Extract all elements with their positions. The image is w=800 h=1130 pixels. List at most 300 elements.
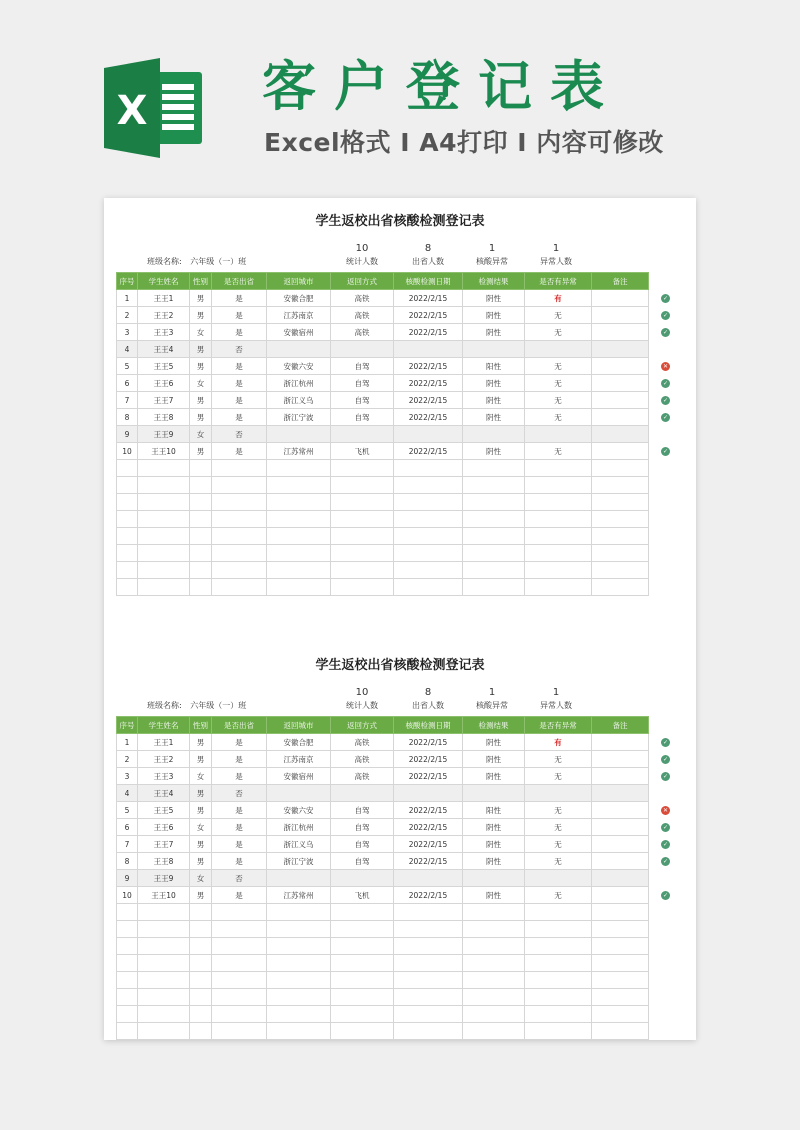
- table-cell: [212, 545, 267, 562]
- table-cell: [525, 460, 592, 477]
- table-cell: 2022/2/15: [394, 392, 463, 409]
- table-cell: 飞机: [331, 443, 394, 460]
- table-cell: 是: [212, 734, 267, 751]
- column-header: 性别: [190, 717, 212, 734]
- table-cell: 是: [212, 768, 267, 785]
- table-cell: [117, 938, 138, 955]
- table-cell: 王王7: [138, 392, 190, 409]
- column-header: 是否有异常: [525, 717, 592, 734]
- table-cell: [138, 1006, 190, 1023]
- table-cell: 安徽六安: [267, 802, 331, 819]
- table-cell: [267, 1023, 331, 1040]
- table-cell: [190, 1023, 212, 1040]
- table-cell: 男: [190, 836, 212, 853]
- table-cell: 是: [212, 358, 267, 375]
- stat-value: 8: [424, 687, 432, 698]
- table-row: [117, 734, 649, 751]
- check-icon: ✓: [662, 397, 669, 404]
- table-cell: [394, 904, 463, 921]
- table-cell: [331, 426, 394, 443]
- table-cell: [592, 870, 649, 887]
- table-cell: 高铁: [331, 734, 394, 751]
- table-cell: [267, 426, 331, 443]
- stat-abnormal-count: [524, 242, 588, 268]
- check-icon: ✓: [662, 773, 669, 780]
- table-cell: 王王7: [138, 836, 190, 853]
- table-cell: [394, 921, 463, 938]
- table-cell: [331, 1006, 394, 1023]
- paper-preview: [104, 198, 696, 1040]
- table-cell: 2022/2/15: [394, 819, 463, 836]
- table-cell: [190, 938, 212, 955]
- table-cell: 江苏常州: [267, 887, 331, 904]
- table-cell: [267, 955, 331, 972]
- table-cell: 王王9: [138, 870, 190, 887]
- table-cell: [592, 955, 649, 972]
- table-cell: [525, 785, 592, 802]
- empty-row: [117, 938, 649, 955]
- table-cell: [592, 972, 649, 989]
- table-cell: 女: [190, 324, 212, 341]
- table-cell: [463, 989, 525, 1006]
- table-cell: [394, 545, 463, 562]
- table-cell: [525, 528, 592, 545]
- table-cell: 浙江义乌: [267, 392, 331, 409]
- table-cell: 7: [117, 392, 138, 409]
- table-cell: [394, 1006, 463, 1023]
- table-cell: 2022/2/15: [394, 358, 463, 375]
- table-cell: 自驾: [331, 802, 394, 819]
- table-cell: [190, 972, 212, 989]
- table-row: [117, 802, 649, 819]
- table-cell: [525, 921, 592, 938]
- table-cell: 王王5: [138, 358, 190, 375]
- table-cell: [592, 802, 649, 819]
- table-cell: 是: [212, 324, 267, 341]
- table-cell: [592, 819, 649, 836]
- table-cell: [331, 511, 394, 528]
- table-cell: [267, 562, 331, 579]
- table-cell: [190, 1006, 212, 1023]
- table-cell: [117, 921, 138, 938]
- table-cell: 女: [190, 819, 212, 836]
- table-cell: [138, 477, 190, 494]
- table-cell: 安徽宿州: [267, 324, 331, 341]
- check-icon: ✓: [662, 858, 669, 865]
- column-header: 是否出省: [212, 717, 267, 734]
- table-cell: [394, 460, 463, 477]
- table-cell: [394, 1023, 463, 1040]
- table-cell: [463, 341, 525, 358]
- table-cell: 阳性: [463, 358, 525, 375]
- table-cell: [267, 460, 331, 477]
- table-cell: [138, 989, 190, 1006]
- table-cell: 2022/2/15: [394, 307, 463, 324]
- table-cell: 浙江杭州: [267, 375, 331, 392]
- table-cell: [190, 562, 212, 579]
- column-header: 备注: [592, 717, 649, 734]
- table-cell: 王王10: [138, 443, 190, 460]
- empty-row: [117, 921, 649, 938]
- stat-label: 统计人数: [346, 701, 378, 710]
- table-cell: 10: [117, 887, 138, 904]
- table-cell: 无: [525, 751, 592, 768]
- table-cell: 无: [525, 853, 592, 870]
- table-cell: [267, 477, 331, 494]
- table-cell: [525, 426, 592, 443]
- table-cell: [463, 494, 525, 511]
- table-cell: 王王1: [138, 734, 190, 751]
- table-cell: 飞机: [331, 887, 394, 904]
- table-cell: [463, 579, 525, 596]
- table-row: [117, 819, 649, 836]
- table-cell: 否: [212, 870, 267, 887]
- table-cell: 王王3: [138, 324, 190, 341]
- table-cell: [394, 938, 463, 955]
- table-cell: 女: [190, 870, 212, 887]
- table-cell: [394, 785, 463, 802]
- table-cell: 阴性: [463, 409, 525, 426]
- table-row: [117, 290, 649, 307]
- stat-out-province: [396, 242, 460, 268]
- table-cell: 阴性: [463, 290, 525, 307]
- table-cell: 是: [212, 802, 267, 819]
- table-cell: [592, 341, 649, 358]
- stat-value: 1: [552, 243, 560, 254]
- table-cell: [331, 545, 394, 562]
- table-cell: 3: [117, 768, 138, 785]
- table-row: [117, 836, 649, 853]
- table-cell: 是: [212, 290, 267, 307]
- empty-row: [117, 972, 649, 989]
- table-cell: [190, 904, 212, 921]
- stat-abnormal-count: [524, 686, 588, 712]
- table-cell: 阴性: [463, 392, 525, 409]
- table-cell: [331, 785, 394, 802]
- table-cell: [463, 477, 525, 494]
- table-cell: 阴性: [463, 751, 525, 768]
- table-cell: 阳性: [463, 802, 525, 819]
- table-cell: 无: [525, 392, 592, 409]
- table-cell: 10: [117, 443, 138, 460]
- table-cell: 阴性: [463, 836, 525, 853]
- table-cell: 男: [190, 341, 212, 358]
- table-cell: 浙江义乌: [267, 836, 331, 853]
- table-cell: [331, 904, 394, 921]
- table-cell: 自驾: [331, 409, 394, 426]
- table-cell: 无: [525, 768, 592, 785]
- table-cell: 2022/2/15: [394, 734, 463, 751]
- table-cell: 5: [117, 802, 138, 819]
- table-cell: 江苏南京: [267, 751, 331, 768]
- table-cell: [592, 392, 649, 409]
- table-cell: 男: [190, 734, 212, 751]
- table-cell: [267, 494, 331, 511]
- table-cell: 高铁: [331, 307, 394, 324]
- table-cell: [525, 579, 592, 596]
- class-label: 班级名称:: [147, 701, 182, 710]
- column-header: 学生姓名: [138, 717, 190, 734]
- table-cell: 阴性: [463, 307, 525, 324]
- table-cell: 江苏南京: [267, 307, 331, 324]
- table-cell: 6: [117, 375, 138, 392]
- table-cell: 2022/2/15: [394, 768, 463, 785]
- table-cell: 无: [525, 443, 592, 460]
- table-cell: 安徽合肥: [267, 290, 331, 307]
- table-cell: [138, 972, 190, 989]
- table-cell: [267, 989, 331, 1006]
- stat-label: 异常人数: [540, 701, 572, 710]
- table-cell: [525, 1006, 592, 1023]
- table-cell: [463, 955, 525, 972]
- table-cell: [138, 528, 190, 545]
- table-cell: 1: [117, 290, 138, 307]
- table-row: [117, 324, 649, 341]
- table-cell: 2022/2/15: [394, 409, 463, 426]
- table-cell: [267, 1006, 331, 1023]
- check-icon: ✓: [662, 312, 669, 319]
- table-cell: [592, 785, 649, 802]
- table-cell: [394, 989, 463, 1006]
- empty-row: [117, 511, 649, 528]
- table-cell: 阴性: [463, 768, 525, 785]
- table-cell: [525, 904, 592, 921]
- table-cell: 2022/2/15: [394, 324, 463, 341]
- empty-row: [117, 477, 649, 494]
- table-cell: [331, 579, 394, 596]
- table-cell: 自驾: [331, 819, 394, 836]
- table-cell: [331, 972, 394, 989]
- table-row: [117, 358, 649, 375]
- table-cell: [138, 511, 190, 528]
- column-header: 返回方式: [331, 717, 394, 734]
- table-cell: 1: [117, 734, 138, 751]
- table-cell: [463, 1023, 525, 1040]
- column-header: 核酸检测日期: [394, 273, 463, 290]
- table-cell: [525, 938, 592, 955]
- table-cell: [331, 870, 394, 887]
- table-cell: [331, 341, 394, 358]
- table-cell: 无: [525, 819, 592, 836]
- table-cell: [212, 511, 267, 528]
- table-header-row: [117, 273, 649, 290]
- table-cell: 是: [212, 887, 267, 904]
- table-cell: [138, 921, 190, 938]
- table-cell: [592, 904, 649, 921]
- table-cell: [331, 989, 394, 1006]
- table-cell: [331, 494, 394, 511]
- check-icon: ✓: [662, 414, 669, 421]
- check-icon: ✓: [662, 380, 669, 387]
- table-cell: [592, 562, 649, 579]
- table-cell: [190, 460, 212, 477]
- table-cell: 王王4: [138, 785, 190, 802]
- table-cell: 阴性: [463, 443, 525, 460]
- empty-row: [117, 528, 649, 545]
- column-header: 核酸检测日期: [394, 717, 463, 734]
- table-cell: [463, 938, 525, 955]
- table-cell: [117, 528, 138, 545]
- table-cell: [394, 528, 463, 545]
- table-cell: [592, 853, 649, 870]
- table-cell: 是: [212, 751, 267, 768]
- table-cell: 2022/2/15: [394, 887, 463, 904]
- table-cell: [525, 870, 592, 887]
- table-cell: 王王8: [138, 409, 190, 426]
- table-cell: [463, 921, 525, 938]
- empty-row: [117, 494, 649, 511]
- table-cell: [592, 768, 649, 785]
- table-cell: [267, 972, 331, 989]
- table-cell: 阴性: [463, 819, 525, 836]
- table-cell: 浙江宁波: [267, 409, 331, 426]
- table-cell: [463, 870, 525, 887]
- table-cell: 有: [525, 290, 592, 307]
- table-cell: 自驾: [331, 836, 394, 853]
- class-label: 班级名称:: [147, 257, 182, 266]
- table-cell: [525, 562, 592, 579]
- table-cell: [212, 579, 267, 596]
- table-cell: 是: [212, 819, 267, 836]
- check-icon: ✓: [662, 739, 669, 746]
- table-cell: [592, 426, 649, 443]
- check-icon: ✓: [662, 841, 669, 848]
- table-row: [117, 341, 649, 358]
- column-header: 学生姓名: [138, 273, 190, 290]
- table-cell: 男: [190, 409, 212, 426]
- table-cell: [117, 955, 138, 972]
- table-cell: [267, 921, 331, 938]
- table-cell: [138, 579, 190, 596]
- table-cell: 8: [117, 853, 138, 870]
- stat-label: 异常人数: [540, 257, 572, 266]
- table-cell: [525, 341, 592, 358]
- table-cell: [394, 955, 463, 972]
- table-cell: 是: [212, 307, 267, 324]
- table-cell: [117, 562, 138, 579]
- table-cell: [212, 972, 267, 989]
- excel-logo-icon: [104, 58, 204, 158]
- table-cell: [190, 528, 212, 545]
- table-cell: [592, 375, 649, 392]
- table-row: [117, 887, 649, 904]
- table-cell: [331, 1023, 394, 1040]
- table-cell: [592, 324, 649, 341]
- table-cell: 高铁: [331, 290, 394, 307]
- column-header: 检测结果: [463, 717, 525, 734]
- page-title: 客户登记表: [262, 55, 622, 118]
- page-subtitle: Excel格式 I A4打印 I 内容可修改: [264, 128, 664, 157]
- table-cell: [190, 545, 212, 562]
- table-cell: 王王3: [138, 768, 190, 785]
- table-cell: [592, 409, 649, 426]
- table-cell: [117, 460, 138, 477]
- table-cell: 2: [117, 307, 138, 324]
- check-icon: ✓: [662, 892, 669, 899]
- table-row: [117, 375, 649, 392]
- table-cell: 自驾: [331, 392, 394, 409]
- table-cell: [592, 836, 649, 853]
- column-header: 返回城市: [267, 273, 331, 290]
- table-cell: 是: [212, 392, 267, 409]
- sheet-2: [104, 642, 696, 1042]
- table-cell: [592, 477, 649, 494]
- table-row: [117, 785, 649, 802]
- table-cell: 男: [190, 358, 212, 375]
- table-cell: 安徽宿州: [267, 768, 331, 785]
- table-cell: [592, 751, 649, 768]
- column-header: 序号: [117, 717, 138, 734]
- table-cell: [394, 870, 463, 887]
- stat-value: 10: [355, 687, 369, 698]
- class-info: [147, 256, 252, 268]
- table-cell: [592, 1023, 649, 1040]
- stat-value: 1: [488, 687, 496, 698]
- table-cell: [190, 494, 212, 511]
- table-header-row: [117, 717, 649, 734]
- table-cell: [463, 972, 525, 989]
- empty-row: [117, 955, 649, 972]
- table-cell: [592, 921, 649, 938]
- empty-row: [117, 989, 649, 1006]
- table-cell: [394, 477, 463, 494]
- table-cell: [138, 494, 190, 511]
- table-cell: [463, 426, 525, 443]
- table-cell: [212, 1023, 267, 1040]
- table-cell: [592, 734, 649, 751]
- table-cell: [592, 460, 649, 477]
- table-cell: [592, 887, 649, 904]
- table-cell: [212, 494, 267, 511]
- table-cell: 江苏常州: [267, 443, 331, 460]
- class-value: 六年级（一）班: [190, 257, 247, 266]
- column-header: 返回城市: [267, 717, 331, 734]
- table-cell: [212, 562, 267, 579]
- table-cell: 是: [212, 853, 267, 870]
- stat-value: 1: [552, 687, 560, 698]
- table-cell: [592, 443, 649, 460]
- table-cell: [212, 921, 267, 938]
- table-cell: [331, 938, 394, 955]
- table-cell: 王王5: [138, 802, 190, 819]
- table-cell: 女: [190, 375, 212, 392]
- table-cell: [592, 1006, 649, 1023]
- table-cell: [138, 938, 190, 955]
- table-cell: 自驾: [331, 358, 394, 375]
- svg-text:X: X: [116, 88, 148, 134]
- table-cell: 2022/2/15: [394, 802, 463, 819]
- table-cell: 高铁: [331, 751, 394, 768]
- table-cell: [592, 511, 649, 528]
- table-cell: 浙江杭州: [267, 819, 331, 836]
- table-cell: 男: [190, 785, 212, 802]
- stat-nucleic-abnormal: [460, 686, 524, 712]
- table-cell: 阴性: [463, 853, 525, 870]
- table-cell: 王王6: [138, 819, 190, 836]
- table-cell: 2022/2/15: [394, 751, 463, 768]
- table-cell: [592, 528, 649, 545]
- table-cell: 王王2: [138, 307, 190, 324]
- table-cell: [190, 579, 212, 596]
- stat-value: 8: [424, 243, 432, 254]
- table-cell: [190, 477, 212, 494]
- table-row: [117, 870, 649, 887]
- table-cell: 男: [190, 853, 212, 870]
- stat-nucleic-abnormal: [460, 242, 524, 268]
- table-cell: 9: [117, 426, 138, 443]
- table-cell: 安徽六安: [267, 358, 331, 375]
- table-cell: [394, 579, 463, 596]
